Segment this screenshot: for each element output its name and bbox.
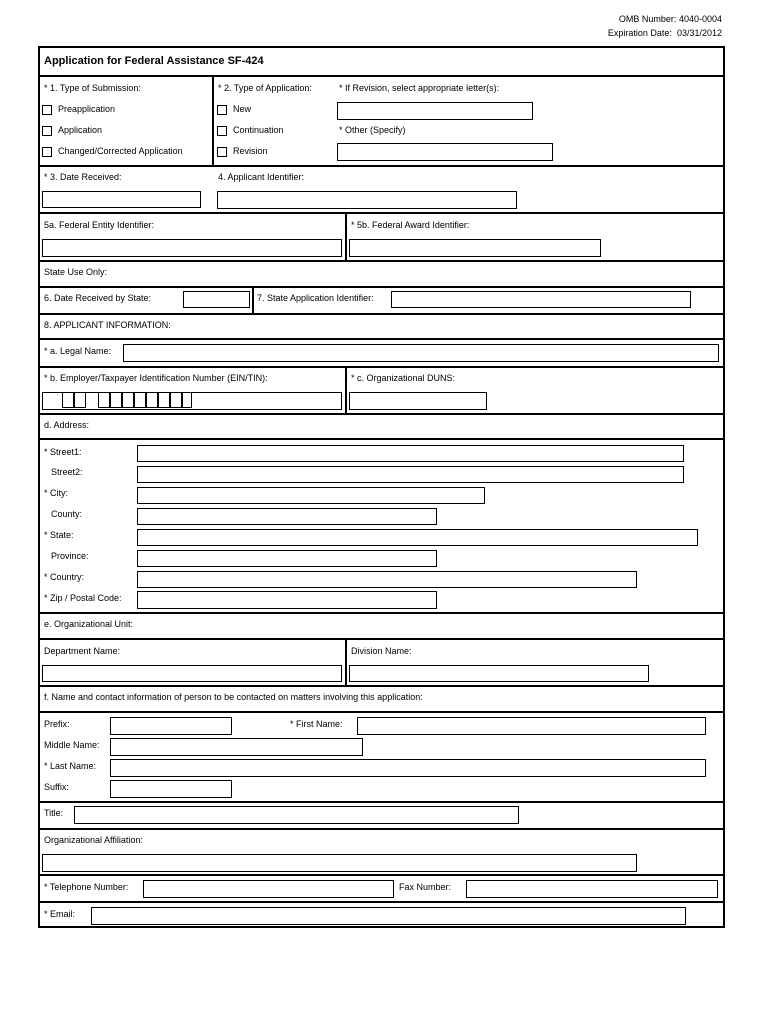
federal-award-label: * 5b. Federal Award Identifier: [351,220,470,230]
affiliation-label: Organizational Affiliation: [44,835,143,845]
state-app-id-label: 7. State Application Identifier: [257,293,374,303]
country-label: * Country: [44,572,85,582]
application-label: Application [58,125,103,135]
column-divider [345,367,347,413]
state-use-label: State Use Only: [44,267,108,277]
continuation-checkbox[interactable] [217,126,227,136]
column-divider [212,76,214,165]
middle-name-input[interactable] [110,738,363,756]
prefix-label: Prefix: [44,719,70,729]
ein-digit-box [62,393,74,408]
suffix-label: Suffix: [44,782,69,792]
federal-entity-label: 5a. Federal Entity Identifier: [44,220,155,230]
changed-corrected-label: Changed/Corrected Application [58,146,183,156]
state-date-label: 6. Date Received by State: [44,293,152,303]
city-label: * City: [44,488,69,498]
affiliation-input[interactable] [42,854,637,872]
department-label: Department Name: [44,646,121,656]
duns-label: * c. Organizational DUNS: [351,373,456,383]
federal-award-input[interactable] [349,239,601,257]
telephone-input[interactable] [143,880,394,898]
applicant-identifier-label: 4. Applicant Identifier: [218,172,305,182]
telephone-label: * Telephone Number: [44,882,129,892]
divider [38,313,725,315]
divider [38,286,725,288]
fax-input[interactable] [466,880,718,898]
ein-digit-box [146,393,158,408]
prefix-input[interactable] [110,717,232,735]
fax-label: Fax Number: [399,882,452,892]
column-divider [252,287,254,313]
divider [38,165,725,167]
new-checkbox[interactable] [217,105,227,115]
suffix-input[interactable] [110,780,232,798]
date-received-label: * 3. Date Received: [44,172,122,182]
submission-type-label: * 1. Type of Submission: [44,83,141,93]
ein-digit-box [134,393,146,408]
contact-label: f. Name and contact information of person to be contacted on matters involving this application: [44,692,423,702]
title-label: Title: [44,808,64,818]
title-input[interactable] [74,806,519,824]
divider [38,212,725,214]
ein-digit-box [98,393,110,408]
federal-entity-input[interactable] [42,239,342,257]
omb-number-value: 4040-0004 [678,14,722,24]
duns-input[interactable] [349,392,487,410]
last-name-input[interactable] [110,759,706,777]
org-unit-label: e. Organizational Unit: [44,619,134,629]
column-divider [345,213,347,260]
divider [38,338,725,340]
expiration-date-value: 03/31/2012 [676,28,722,38]
first-name-label: * First Name: [290,719,343,729]
province-input[interactable] [137,550,437,567]
expiration-date-label: Expiration Date: [607,28,672,38]
divider [38,366,725,368]
address-label: d. Address: [44,420,90,430]
divider [38,638,725,640]
divider [38,874,725,876]
applicant-identifier-input[interactable] [217,191,517,209]
divider [38,685,725,687]
email-input[interactable] [91,907,686,925]
ein-digit-box [182,393,192,408]
continuation-label: Continuation [233,125,284,135]
application-type-label: * 2. Type of Application: [218,83,312,93]
preapplication-checkbox[interactable] [42,105,52,115]
application-checkbox[interactable] [42,126,52,136]
divider [38,438,725,440]
omb-number-label: OMB Number: [618,14,677,24]
ein-digit-box [170,393,182,408]
changed-corrected-checkbox[interactable] [42,147,52,157]
city-input[interactable] [137,487,485,504]
column-divider [345,639,347,685]
state-label: * State: [44,530,74,540]
date-received-input[interactable] [42,191,201,208]
ein-label: * b. Employer/Taxpayer Identification Number (EIN/TIN): [44,373,268,383]
state-app-id-input[interactable] [391,291,691,308]
divider [38,801,725,803]
county-label: County: [51,509,83,519]
ein-digit-box [74,393,86,408]
county-input[interactable] [137,508,437,525]
divider [38,413,725,415]
divider [38,75,725,77]
middle-name-label: Middle Name: [44,740,100,750]
country-select[interactable] [137,571,637,588]
divider [38,901,725,903]
applicant-info-label: 8. APPLICANT INFORMATION: [44,320,171,330]
revision-letter-label: * If Revision, select appropriate letter(s): [339,83,500,93]
legal-name-label: * a. Legal Name: [44,346,112,356]
ein-digit-box [122,393,134,408]
email-label: * Email: [44,909,76,919]
street2-input[interactable] [137,466,684,483]
street1-label: * Street1: [44,447,82,457]
other-specify-input[interactable] [337,143,553,161]
omb-header [608,12,722,40]
state-select[interactable] [137,529,698,546]
state-date-input[interactable] [183,291,250,308]
division-input[interactable] [349,665,649,682]
divider [38,612,725,614]
zip-label: * Zip / Postal Code: [44,593,122,603]
new-label: New [233,104,252,114]
divider [38,260,725,262]
province-label: Province: [51,551,89,561]
division-label: Division Name: [351,646,412,656]
divider [38,828,725,830]
revision-label: Revision [233,146,268,156]
zip-input[interactable] [137,591,437,609]
divider [38,711,725,713]
form-title: Application for Federal Assistance SF-424 [44,55,264,67]
street1-input[interactable] [137,445,684,462]
other-specify-label: * Other (Specify) [339,125,406,135]
last-name-label: * Last Name: [44,761,97,771]
revision-checkbox[interactable] [217,147,227,157]
first-name-input[interactable] [357,717,706,735]
preapplication-label: Preapplication [58,104,116,114]
ein-input[interactable] [42,392,342,410]
revision-letter-input[interactable] [337,102,533,120]
legal-name-input[interactable] [123,344,719,362]
ein-digit-box [110,393,122,408]
ein-digit-box [158,393,170,408]
street2-label: Street2: [51,467,83,477]
department-input[interactable] [42,665,342,682]
